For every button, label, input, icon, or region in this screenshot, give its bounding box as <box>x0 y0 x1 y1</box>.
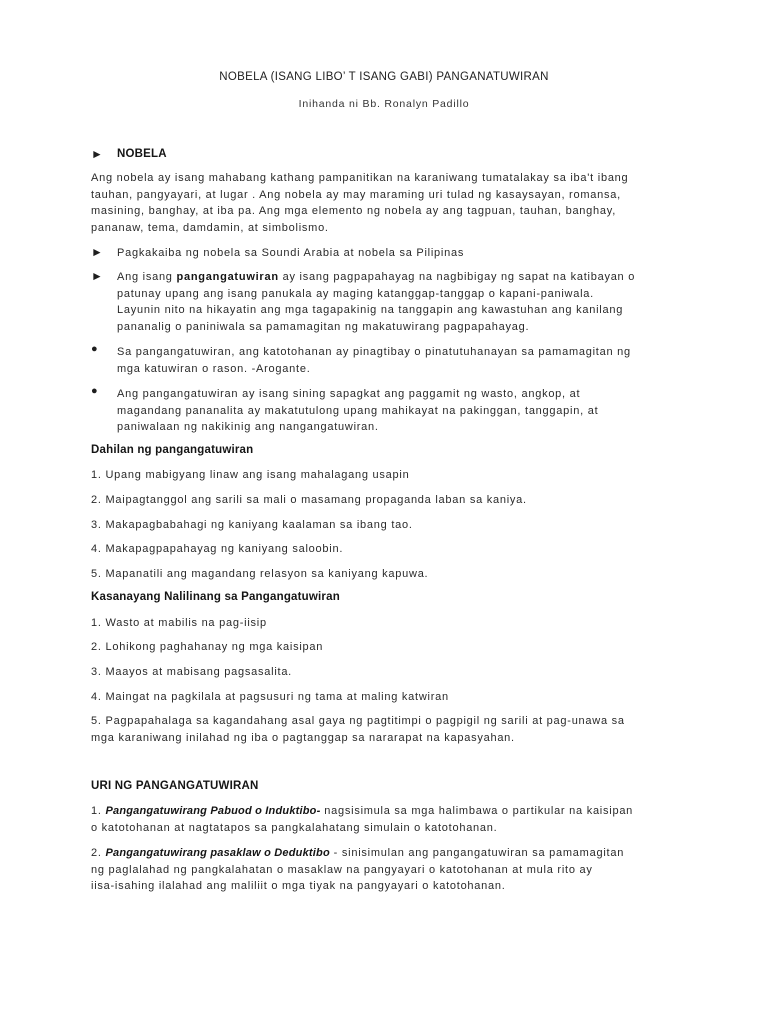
paragraph-line: pananaw, tema, damdamin, at simbolismo. <box>91 221 329 234</box>
list-item: 3. Maayos at mabisang pagsasalita. <box>91 666 292 678</box>
paragraph-line: tauhan, pangyayari, at lugar . Ang nobela ay may maraming uri tulad ng kasaysayan, romansa, <box>91 188 621 201</box>
section-heading-kasanayan: Kasanayang Nalilinang sa Pangangatuwiran <box>91 591 340 603</box>
document-author: Inihanda ni Bb. Ronalyn Padillo <box>298 98 470 110</box>
paragraph-line: patunay upang ang isang panukala ay maging katanggap-tanggap o kapani-paniwala. <box>117 287 594 300</box>
list-item: 4. Makapagpapahayag ng kaniyang saloobin. <box>91 543 344 555</box>
term-induktibo: Pangangatuwirang Pabuod o Induktibo- <box>105 805 321 817</box>
section-heading-nobela: NOBELA <box>117 148 167 160</box>
dot-bullet-icon: ● <box>91 385 98 397</box>
paragraph-line: masining, banghay, at iba pa. Ang mga elemento ng nobela ay ang tagpuan, tauhan, banghay, <box>91 205 617 218</box>
paragraph-line: paniwalaan ng nakikinig ang nangangatuwiran. <box>117 421 379 434</box>
term-deduktibo: Pangangatuwirang pasaklaw o Deduktibo <box>105 847 330 859</box>
section-heading-dahilan: Dahilan ng pangangatuwiran <box>91 444 254 456</box>
bullet-pangangatuwiran <box>117 269 683 335</box>
section-heading-uri: URI NG PANGANGATUWIRAN <box>91 780 259 792</box>
arrow-bullet-icon: ► <box>91 245 103 259</box>
arrow-bullet-icon: ► <box>91 269 103 283</box>
bullet-pagkakaiba: Pagkakaiba ng nobela sa Soundi Arabia at nobela sa Pilipinas <box>117 247 465 259</box>
list-item: 1. Upang mabigyang linaw ang isang mahalagang usapin <box>91 469 410 481</box>
text-run: 1. <box>91 805 106 817</box>
bullet-arogante <box>117 344 683 377</box>
paragraph-line: mga katuwiran o rason. -Arogante. <box>117 362 311 375</box>
nobela-paragraph <box>91 170 683 236</box>
arrow-bullet-icon: ► <box>91 147 103 161</box>
paragraph-line: iisa-isahing ilalahad ang maliliit o mga tiyak na pangyayari o katotohanan. <box>91 880 506 893</box>
text-run: - sinisimulan ang pangangatuwiran sa pamamagitan <box>329 847 625 859</box>
paragraph-line: Ang nobela ay isang mahabang kathang pampanitikan na karaniwang tumatalakay sa iba't ibang <box>91 172 629 184</box>
list-item: 5. Mapanatili ang magandang relasyon sa kaniyang kapuwa. <box>91 568 429 580</box>
list-item <box>91 713 683 746</box>
list-item: 4. Maingat na pagkilala at pagsusuri ng tama at maling katwiran <box>91 691 449 703</box>
paragraph-line <box>117 269 683 286</box>
text-run: nagsisimula sa mga halimbawa o partikular na kaisipan <box>320 805 634 817</box>
paragraph-line: ng paglalahad ng pangkalahatan o masaklaw na pangyayari o katotohanan at mula rito ay <box>91 863 593 876</box>
list-item: 2. Maipagtanggol ang sarili sa mali o masamang propaganda laban sa kaniya. <box>91 494 527 506</box>
text-run: 2. <box>91 847 106 859</box>
paragraph-line: mga karaniwang inilahad ng iba o pagtanggap sa nararapat na kapasyahan. <box>91 731 515 744</box>
document-title: NOBELA (ISANG LIBO’ T ISANG GABI) PANGANATUWIRAN <box>219 71 549 83</box>
paragraph-line: magandang pananalita ay makatutulong upang mahikayat na pakinggan, tanggapin, at <box>117 404 599 417</box>
paragraph-line: pananalig o paniniwala sa pamamagitan ng makatuwirang pagpapahayag. <box>117 320 530 333</box>
list-item-induktibo <box>91 803 683 836</box>
keyword-pangangatuwiran: pangangatuwiran <box>176 271 279 283</box>
bullet-sining <box>117 386 683 436</box>
paragraph-line: Layunin nito na hikayatin ang mga tagapakinig na tanggapin ang kawastuhan ang kanilang <box>117 304 624 317</box>
list-item: 2. Lohikong paghahanay ng mga kaisipan <box>91 641 324 653</box>
paragraph-line: o katotohanan at nagtatapos sa pangkalahatang simulain o katotohanan. <box>91 821 498 834</box>
paragraph-line <box>91 803 683 820</box>
list-item: 3. Makapagbabahagi ng kaniyang kaalaman sa ibang tao. <box>91 519 413 531</box>
list-item: 1. Wasto at mabilis na pag-iisip <box>91 617 267 629</box>
paragraph-line: Ang pangangatuwiran ay isang sining sapagkat ang paggamit ng wasto, angkop, at <box>117 388 581 400</box>
list-item-deduktibo <box>91 845 683 895</box>
text-run: Ang isang <box>117 271 177 283</box>
text-run: ay isang pagpapahayag na nagbibigay ng sapat na katibayan o <box>278 271 636 283</box>
dot-bullet-icon: ● <box>91 343 98 355</box>
paragraph-line: 5. Pagpapahalaga sa kagandahang asal gaya ng pagtitimpi o pagpigil ng sarili at pag-unawa sa <box>91 715 625 727</box>
paragraph-line <box>91 845 683 862</box>
paragraph-line: Sa pangangatuwiran, ang katotohanan ay pinagtibay o pinatutuhanayan sa pamamagitan ng <box>117 346 631 358</box>
